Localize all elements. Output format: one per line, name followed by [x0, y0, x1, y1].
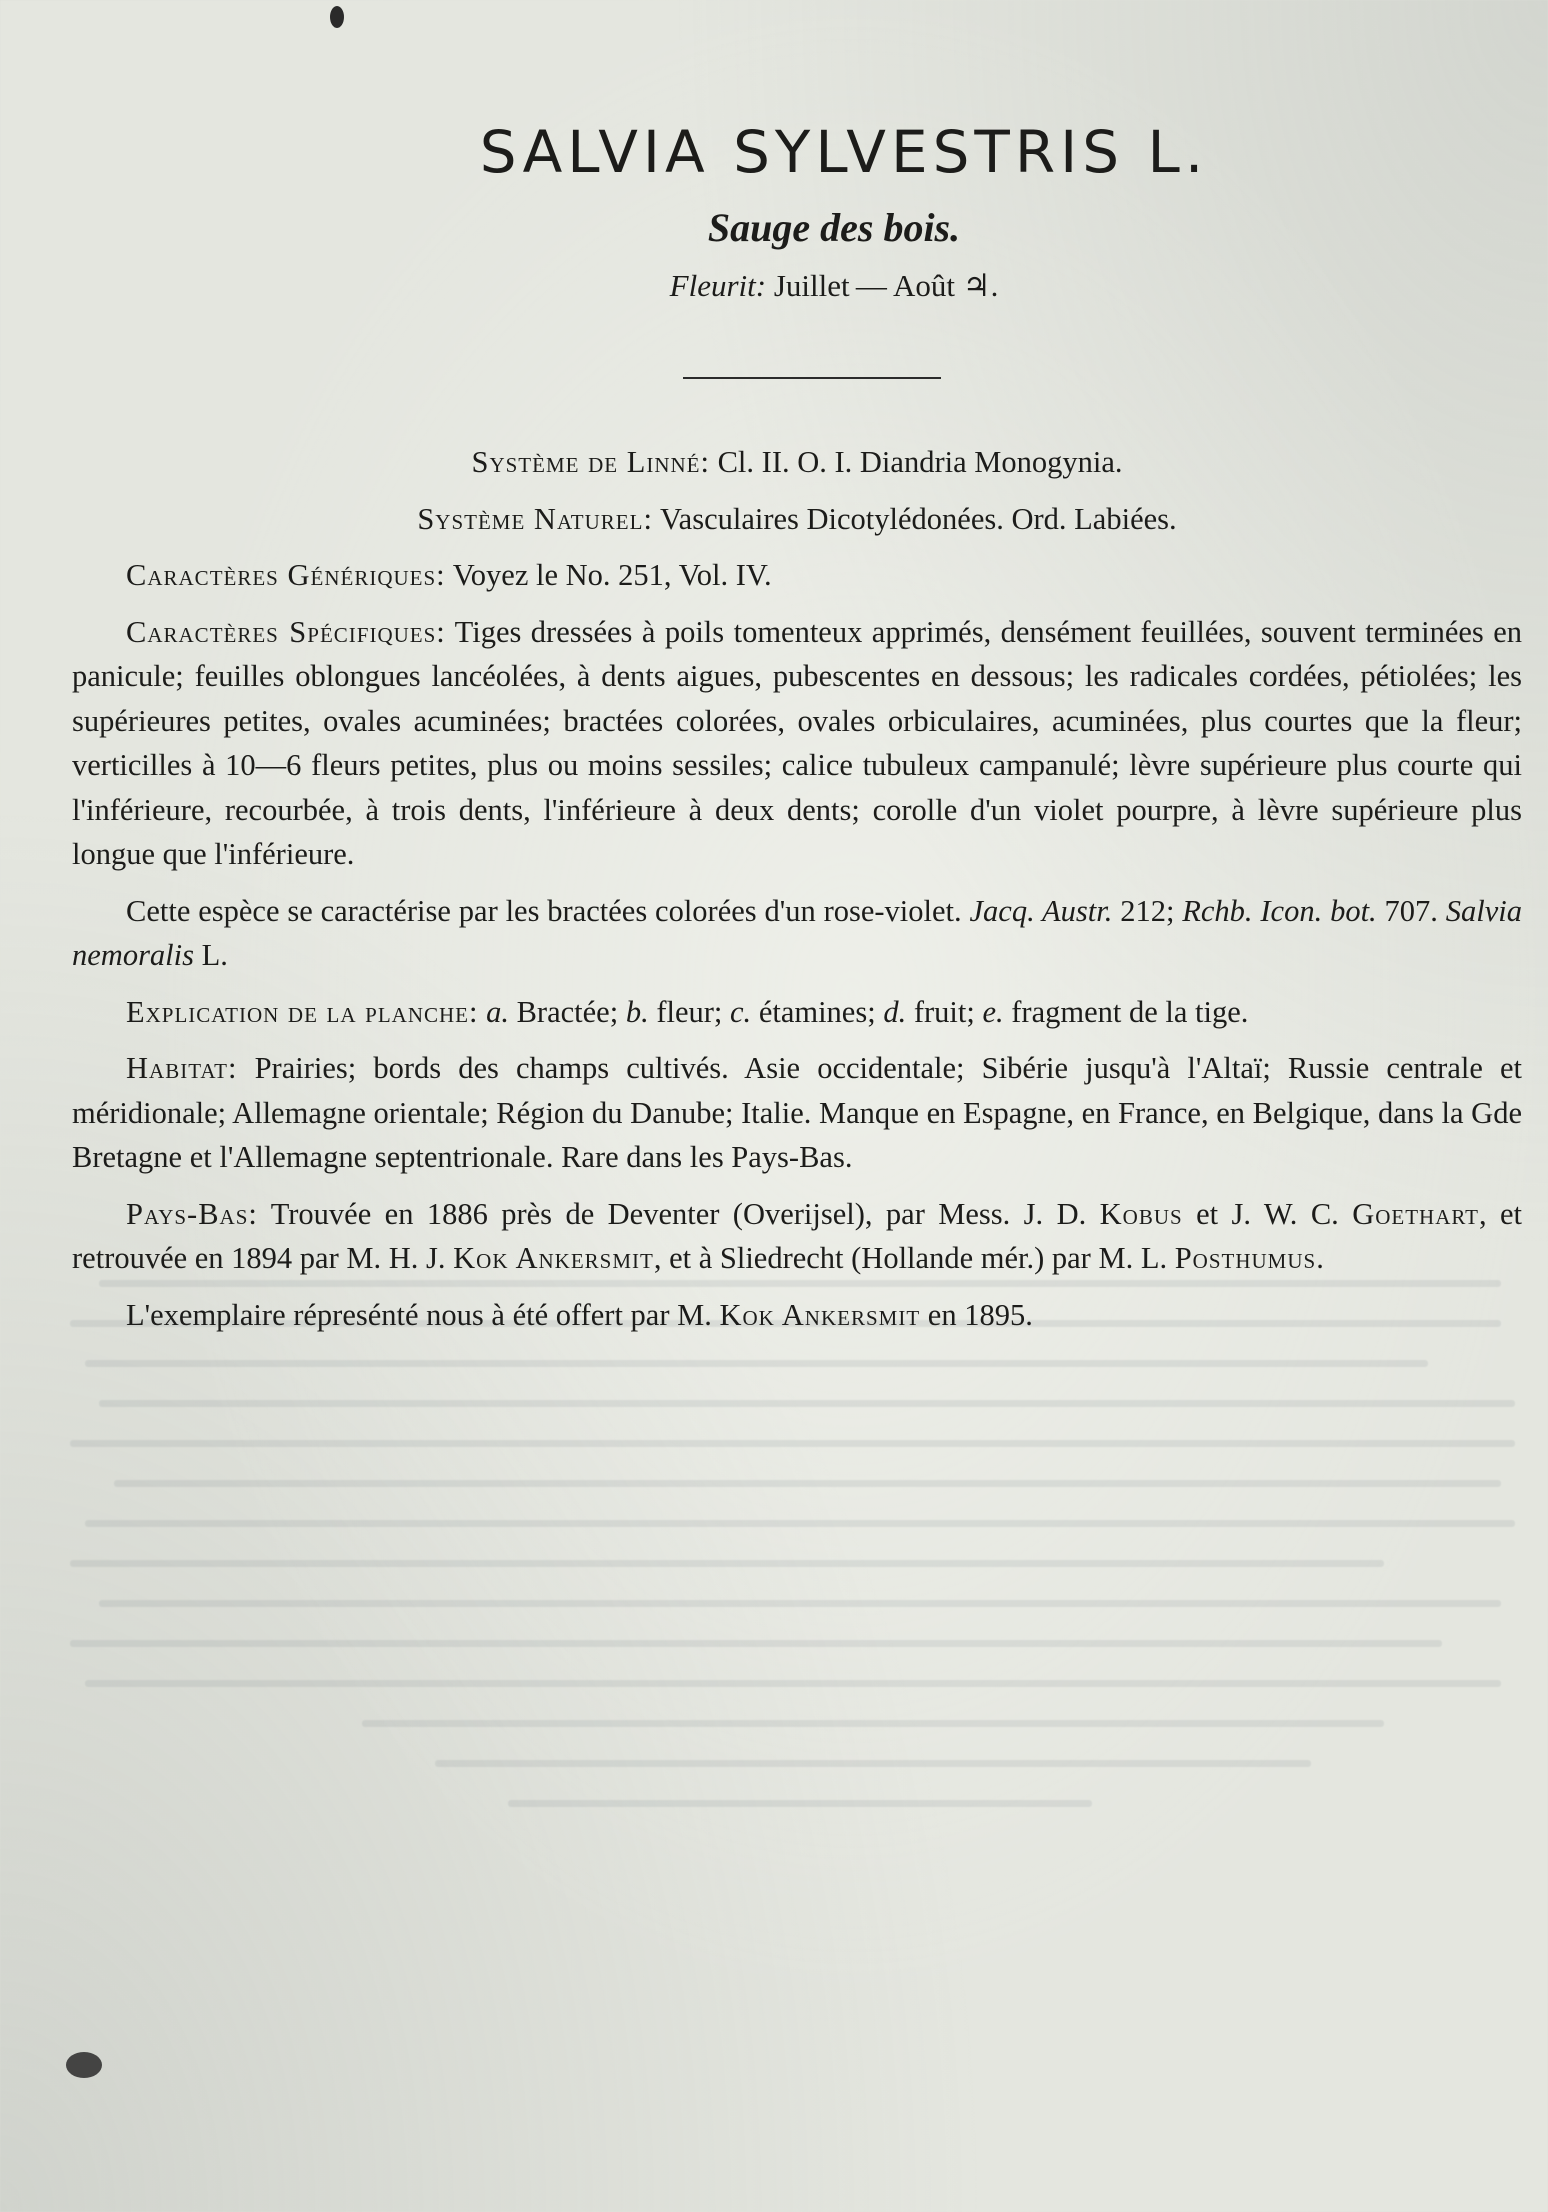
habitat: [72, 1046, 1522, 1180]
paysbas-text-1: Trouvée en 1886 près de Deventer (Overijsel), par Mess. J. D.: [257, 1196, 1100, 1231]
caracteres-generiques: [72, 553, 1522, 598]
planche-c-text: étamines;: [751, 994, 884, 1029]
ref-jacq: Jacq. Austr.: [969, 893, 1113, 928]
systeme-naturel: [72, 497, 1522, 542]
common-name: Sauge des bois.: [707, 205, 961, 250]
planche-e-text: fragment de la tige.: [1003, 994, 1249, 1029]
pays-bas: [72, 1192, 1522, 1281]
remarque-text: Cette espèce se caractérise par les bractées colorées d'un rose-violet.: [126, 893, 970, 928]
ref-synonym-tail: L.: [194, 938, 228, 972]
ink-speck: [330, 6, 344, 28]
naturel-label: Système Naturel:: [417, 501, 653, 536]
bleed-through-text: [70, 1280, 1530, 1920]
name-goethart: Goethart: [1352, 1196, 1479, 1231]
name-kobus: Kobus: [1099, 1196, 1183, 1231]
planche-a-text: Bractée;: [508, 994, 626, 1029]
planche-c: c.: [730, 994, 752, 1029]
specifiques-label: Caractères Spécifiques:: [126, 614, 446, 649]
planche-b: b.: [625, 994, 649, 1029]
flowering-value: Juillet — Août ♃.: [773, 268, 999, 303]
specifiques-text: Tiges dressées à poils tomenteux apprimés, densément feuillées, souvent terminées en panicule; feuilles oblongues lancéolées, à dents aigues, pubescentes en dessous; les radicales cordées, pétiolées; les supérieures petites, ovales acuminées; bractées colorées, ovales orbiculaires, acuminées, plus courtes que la fleur; verticilles à 10—6 fleurs petites, plus ou moins sessiles; calice tubuleux campanulé; lèvre supérieure plus courte qui l'inférieure, recourbée, à trois dents, l'inférieure à deux dents; corolle d'un violet pourpre, à lèvre supérieure plus longue que l'inférieure.: [72, 614, 1523, 871]
paysbas-text-2: et J. W. C.: [1182, 1196, 1353, 1231]
flowering-period: [60, 268, 1548, 304]
paysbas-label: Pays-Bas:: [126, 1196, 258, 1231]
systeme-linne: [72, 440, 1522, 485]
ref-synonym: Salvia nemoralis: [72, 893, 1522, 972]
page-title: SALVIA SYLVESTRIS L.: [479, 118, 1209, 186]
planche-d-text: fruit;: [906, 994, 983, 1029]
remarque: [72, 889, 1522, 978]
name-posthumus: Posthumus: [1174, 1241, 1317, 1275]
description-body: [72, 440, 1522, 1349]
flowering-label: Fleurit:: [669, 268, 767, 303]
habitat-label: Habitat:: [126, 1051, 238, 1085]
exemplaire: [72, 1293, 1522, 1338]
naturel-text: Vasculaires Dicotylédonées. Ord. Labiées.: [652, 501, 1177, 536]
planche-a: a.: [486, 994, 509, 1029]
ref-rchb-num: 707.: [1376, 893, 1446, 928]
linne-text: Cl. II. O. I. Diandria Monogynia.: [709, 445, 1123, 479]
ink-speck: [66, 2052, 102, 2078]
paysbas-text-5: .: [1316, 1241, 1324, 1275]
generiques-label: Caractères Génériques:: [126, 558, 446, 592]
planche-d: d.: [883, 994, 907, 1029]
paysbas-text-3: , et retrouvée en 1894 par M. H. J.: [72, 1196, 1522, 1275]
explication-planche: [72, 990, 1522, 1035]
habitat-text: Prairies; bords des champs cultivés. Asie occidentale; Sibérie jusqu'à l'Altaï; Russie centrale et méridionale; Allemagne orientale; Région du Danube; Italie. Manque en Espagne, en France, en Belgique, dans la Gde Bretagne et l'Allemagne septentrionale. Rare dans les Pays-Bas.: [72, 1051, 1522, 1174]
linne-label: Système de Linné:: [471, 445, 710, 479]
generiques-text: Voyez le No. 251, Vol. IV.: [445, 558, 772, 592]
divider-rule: [683, 377, 941, 379]
planche-label: Explication de la planche:: [126, 994, 479, 1029]
exemplaire-name: Kok Ankersmit: [719, 1297, 921, 1332]
exemplaire-text-2: en 1895.: [920, 1297, 1033, 1332]
exemplaire-text-1: L'exemplaire répresénté nous à été offert par M.: [126, 1297, 720, 1332]
planche-b-text: fleur;: [648, 994, 731, 1029]
name-kok-ankersmit: Kok Ankersmit: [453, 1241, 654, 1275]
planche-e: e.: [982, 994, 1004, 1029]
caracteres-specifiques: [72, 610, 1522, 877]
ref-jacq-num: 212;: [1112, 893, 1183, 928]
ref-rchb: Rchb. Icon. bot.: [1182, 893, 1377, 928]
paysbas-text-4: , et à Sliedrecht (Hollande mér.) par M. L.: [653, 1241, 1175, 1275]
